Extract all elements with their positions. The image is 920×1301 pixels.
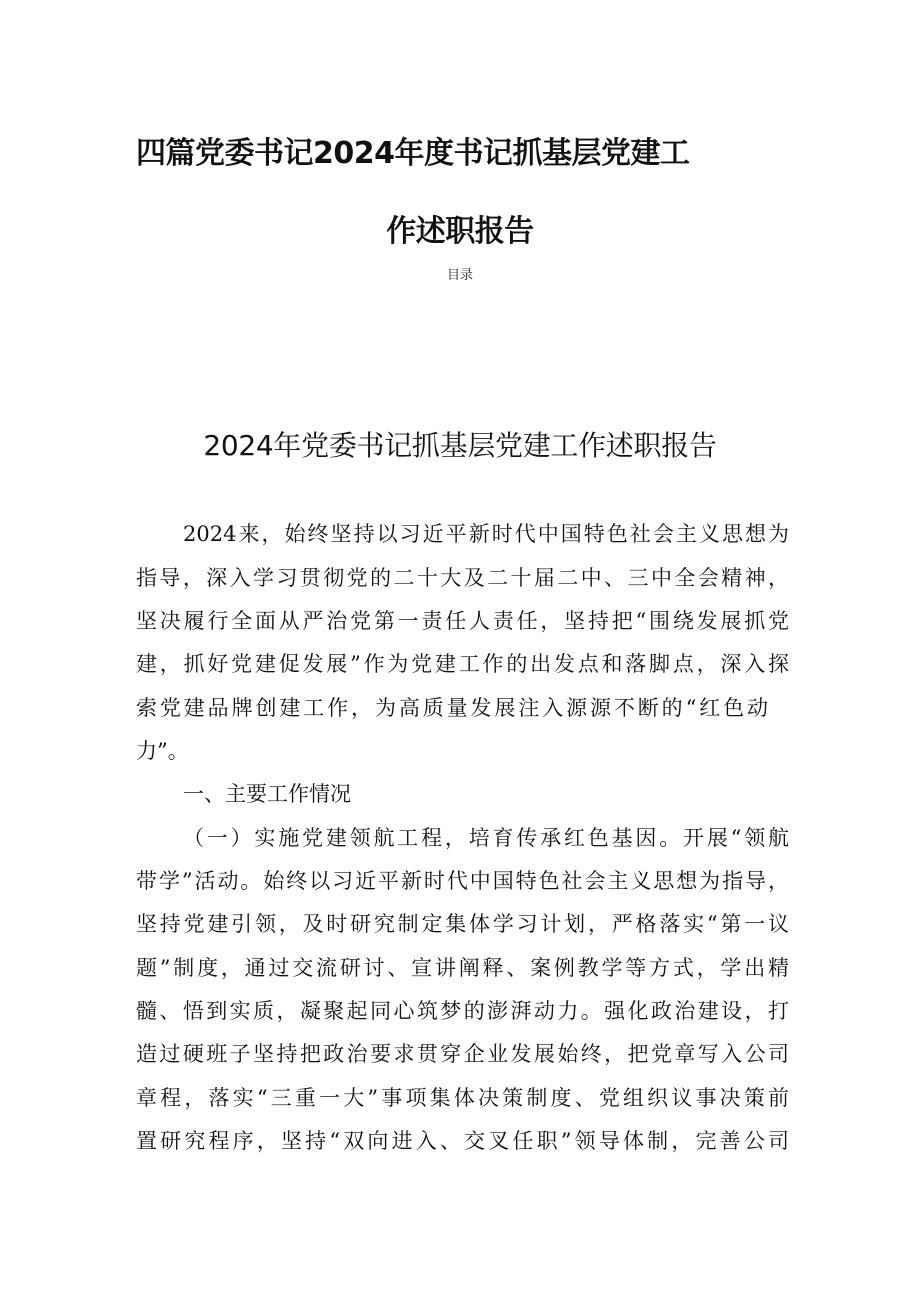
paragraph-1-line-2: 指导，深入学习贯彻党的二十大及二十届二中、三中全会精神， xyxy=(136,566,789,590)
paragraph-1-line-3: 坚决履行全面从严治党第一责任人责任，坚持把“围绕发展抓党 xyxy=(136,609,789,633)
paragraph-1-line-1: 2024来，始终坚持以习近平新时代中国特色社会主义思想为 xyxy=(183,522,789,546)
paragraph-2-line-7: 章程，落实“三重一大”事项集体决策制度、党组织议事决策前 xyxy=(136,1086,789,1110)
paragraph-1-line-6: 力”。 xyxy=(136,739,189,763)
table-of-contents-label: 目录 xyxy=(446,268,473,283)
paragraph-2-line-5: 髓、悟到实质，凝聚起同心筑梦的澎湃动力。强化政治建设，打 xyxy=(136,999,789,1023)
report-title: 2024年党委书记抓基层党建工作述职报告 xyxy=(203,429,717,462)
section-heading: 一、主要工作情况 xyxy=(183,782,351,806)
paragraph-1-line-4: 建，抓好党建促发展”作为党建工作的出发点和落脚点，深入探 xyxy=(136,652,789,676)
paragraph-2-line-2: 带学”活动。始终以习近平新时代中国特色社会主义思想为指导， xyxy=(136,869,789,893)
paragraph-2-line-4: 题”制度，通过交流研讨、宣讲阐释、案例教学等方式，学出精 xyxy=(136,956,789,980)
paragraph-2-line-6: 造过硬班子坚持把政治要求贯穿企业发展始终，把党章写入公司 xyxy=(136,1042,789,1066)
paragraph-1-line-5: 索党建品牌创建工作，为高质量发展注入源源不断的“红色动 xyxy=(136,696,768,720)
document-title-line-1: 四篇党委书记2024年度书记抓基层党建工 xyxy=(136,136,690,171)
paragraph-2-line-3: 坚持党建引领，及时研究制定集体学习计划，严格落实“第一议 xyxy=(136,912,789,936)
paragraph-2-line-1: （一）实施党建领航工程，培育传承红色基因。开展“领航 xyxy=(183,826,789,850)
paragraph-2-line-8: 置研究程序，坚持“双向进入、交叉任职”领导体制，完善公司 xyxy=(136,1129,789,1153)
document-title-line-2: 作述职报告 xyxy=(386,214,534,249)
